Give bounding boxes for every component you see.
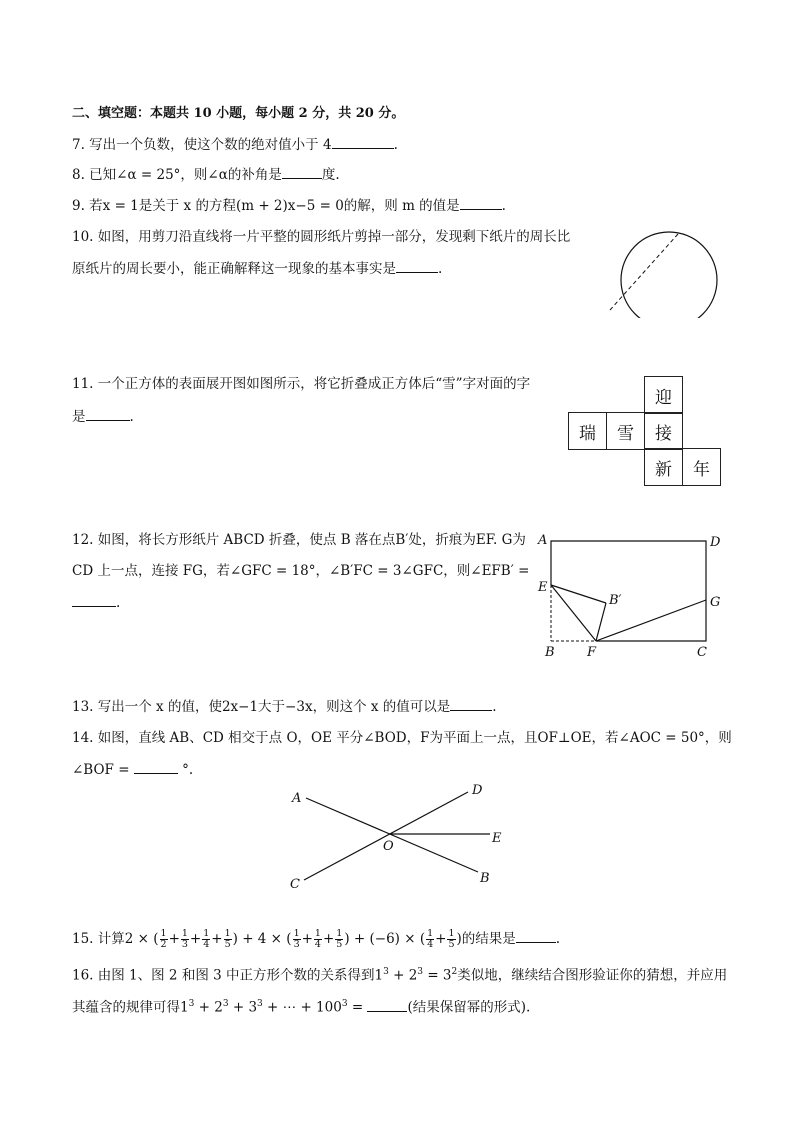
question-12-line3 [72, 592, 120, 613]
q15-plus: + [435, 931, 447, 947]
q15-text: ) + 4 × ( [232, 931, 292, 947]
fraction: $\frac{1}{4}$ [203, 928, 210, 950]
label-E: E [538, 580, 548, 595]
q15-text: 15. 计算2 × ( [72, 931, 159, 947]
question-10-line2 [72, 258, 442, 279]
cube-face: 新 [644, 448, 683, 486]
exponent: 3 [383, 967, 389, 977]
label-B-prime: B′ [609, 593, 622, 608]
label-O: O [383, 839, 394, 854]
q10-text: 原纸片的周长要小，能正确解释这一现象的基本事实是 [72, 261, 396, 277]
q15-plus: + [322, 931, 335, 947]
cube-face: 雪 [606, 412, 645, 450]
label-F: F [587, 645, 597, 658]
q16-text: 类似地，继续结合图形验证你的猜想，并应用 [457, 967, 728, 984]
q13-end: . [492, 699, 497, 715]
cube-face: 迎 [644, 376, 683, 414]
question-7 [72, 134, 398, 155]
exponent: 3 [257, 999, 263, 1009]
segment-FB1 [596, 603, 606, 641]
q16-text: + 3 [228, 999, 258, 1016]
fraction: $\frac{1}{5}$ [336, 928, 343, 950]
question-9 [72, 195, 506, 216]
q13-text: 13. 写出一个 x 的值，使2x−1大于−3x，则这个 x 的值可以是 [72, 699, 451, 715]
exponent: 3 [222, 999, 229, 1009]
question-12-line1: 12. 如图，将长方形纸片 ABCD 折叠，使点 B 落在点B′处，折痕为EF. G为 [72, 532, 526, 548]
question-16-line1 [72, 962, 727, 986]
label-A: A [292, 791, 302, 806]
q9-text: 9. 若x = 1是关于 x 的方程(m + 2)x−5 = 0的解，则 m 的值是 [72, 198, 460, 214]
q14-intersecting-lines-figure [280, 780, 510, 892]
q8-text: 8. 已知∠α = 25°，则∠α的补角是 [72, 167, 282, 183]
question-11-line2 [72, 406, 134, 427]
fraction: $\frac{1}{3}$ [293, 928, 300, 950]
q11-end: . [129, 409, 134, 425]
answer-blank[interactable] [282, 164, 322, 179]
q14-end: °. [182, 762, 194, 778]
question-14-line2 [72, 759, 193, 780]
q16-text: = [347, 999, 364, 1016]
fraction: $\frac{1}{5}$ [448, 928, 455, 950]
cube-net [568, 376, 720, 488]
exponent: 3 [188, 999, 195, 1009]
exponent: 3 [341, 999, 348, 1009]
line-AB [306, 798, 478, 872]
label-A: A [538, 533, 548, 548]
q10-end: . [438, 261, 443, 277]
q15-end: . [555, 931, 561, 947]
label-G: G [710, 595, 721, 610]
q15-text: )的结果是 [456, 931, 516, 947]
q16-text: + 2 [388, 967, 418, 984]
exponent: 3 [417, 967, 424, 977]
answer-blank[interactable] [460, 195, 502, 210]
q15-plus: + [211, 931, 223, 947]
question-10-line1: 10. 如图，用剪刀沿直线将一片平整的圆形纸片剪掉一部分，发现剩下纸片的周长比 [72, 229, 571, 245]
question-13 [72, 696, 497, 717]
fraction: $\frac{1}{5}$ [224, 928, 231, 950]
question-12-line2: CD 上一点，连接 FG，若∠GFC = 18°，∠B′FC = 3∠GFC，则∠EFB′ = [72, 563, 530, 579]
q16-text: = 3 [423, 967, 452, 984]
q16-text: + 2 [194, 999, 223, 1016]
q11-text: 是 [72, 409, 86, 425]
answer-blank[interactable] [516, 928, 556, 943]
q16-end: (结果保留幂的形式). [407, 999, 531, 1016]
q15-plus: + [168, 931, 180, 947]
cube-face: 接 [644, 412, 683, 450]
cube-face: 年 [682, 448, 721, 486]
fold-line-EF [551, 585, 596, 641]
answer-blank[interactable] [332, 134, 394, 149]
answer-blank[interactable] [367, 997, 407, 1012]
rect-outline [551, 541, 706, 641]
fraction: $\frac{1}{4}$ [427, 928, 434, 950]
label-D: D [472, 783, 483, 798]
label-B: B [545, 645, 555, 658]
answer-blank[interactable] [72, 592, 116, 607]
label-C: C [697, 645, 707, 658]
question-8 [72, 164, 340, 185]
cut-line [610, 234, 678, 310]
exponent: 2 [451, 967, 458, 977]
line-CD [304, 792, 468, 880]
answer-blank[interactable] [86, 406, 130, 421]
q8-end: 度. [321, 167, 340, 183]
answer-blank[interactable] [134, 759, 178, 774]
answer-blank[interactable] [396, 258, 438, 273]
q16-text: 其蕴含的规律可得1 [72, 999, 189, 1016]
q14-pre: ∠BOF = [72, 762, 130, 778]
fraction: $\frac{1}{4}$ [314, 928, 321, 950]
q9-end: . [501, 198, 506, 214]
paper-circle [621, 232, 717, 318]
q16-text: 16. 由图 1、图 2 和图 3 中正方形个数的关系得到1 [72, 967, 384, 984]
segment-EB1 [551, 585, 606, 603]
section-title: 二、填空题：本题共 10 小题，每小题 2 分，共 20 分。 [72, 106, 405, 121]
q7-text: 7. 写出一个负数，使这个数的绝对值小于 4 [72, 137, 332, 153]
q15-text: ) + (−6) × ( [344, 931, 426, 947]
q16-text: + ⋯ + 100 [262, 999, 342, 1016]
label-B: B [480, 871, 490, 886]
label-D: D [710, 535, 721, 550]
question-15 [72, 926, 560, 952]
q15-plus: + [301, 931, 313, 947]
q12-rectangle-fold-figure [530, 528, 730, 658]
question-11-line1: 11. 一个正方体的表面展开图如图所示，将它折叠成正方体后“雪”字对面的字 [72, 376, 531, 392]
label-C: C [290, 877, 300, 892]
answer-blank[interactable] [450, 696, 492, 711]
cube-face: 瑞 [568, 412, 607, 450]
q10-circle-figure [600, 228, 730, 318]
q12-end: . [116, 595, 121, 611]
q15-plus: + [189, 931, 202, 947]
fraction: $\frac{1}{3}$ [181, 928, 188, 950]
question-16-line2 [72, 994, 530, 1018]
q7-end: . [393, 137, 398, 153]
fraction: $\frac{1}{2}$ [160, 928, 167, 950]
label-E: E [492, 831, 502, 846]
question-14-line1: 14. 如图，直线 AB、CD 相交于点 O，OE 平分∠BOD，F为平面上一点，且OF⊥OE，若∠AOC = 50°，则 [72, 730, 732, 746]
